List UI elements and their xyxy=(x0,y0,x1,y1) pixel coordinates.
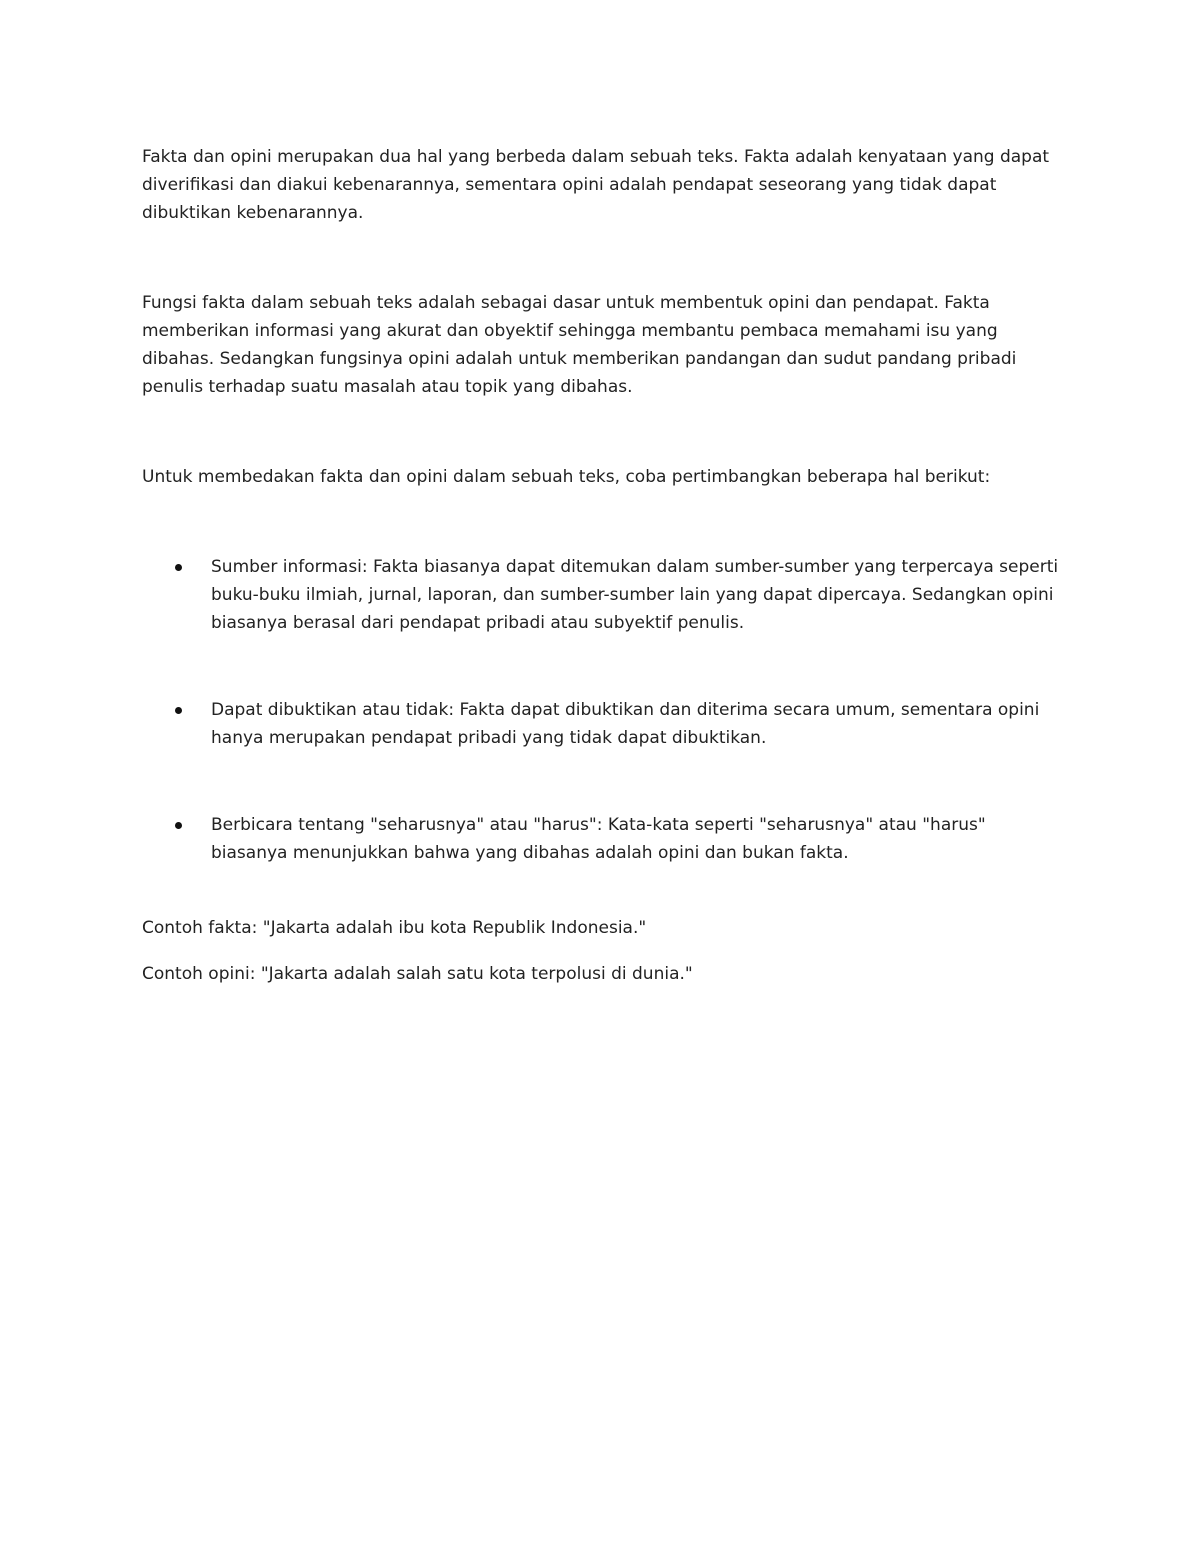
list-item-text: Dapat dibuktikan atau tidak: Fakta dapat dibuktikan dan diterima secara umum, sementara opini hanya merupakan pendapat pribadi yang tidak dapat dibuktikan. xyxy=(211,700,1040,748)
list-item-text: Sumber informasi: Fakta biasanya dapat ditemukan dalam sumber-sumber yang terpercaya seperti buku-buku ilmiah, jurnal, laporan, dan sumber-sumber lain yang dapat dipercaya. Sedangkan opini biasanya berasal dari pendapat pribadi atau subyektif penulis. xyxy=(211,557,1059,633)
document-page xyxy=(142,143,1062,988)
list-item-text: Berbicara tentang "seharusnya" atau "harus": Kata-kata seperti "seharusnya" atau "harus" biasanya menunjukkan bahwa yang dibahas adalah opini dan bukan fakta. xyxy=(211,815,986,863)
criteria-list xyxy=(142,553,1062,867)
list-item xyxy=(142,553,1062,637)
bullet-icon xyxy=(175,822,182,829)
function-paragraph: Fungsi fakta dalam sebuah teks adalah sebagai dasar untuk membentuk opini dan pendapat. Fakta memberikan informasi yang akurat dan obyektif sehingga membantu pembaca memahami isu yang dibahas. Sedangkan fungsinya opini adalah untuk memberikan pandangan dan sudut pandang pribadi penulis terhadap suatu masalah atau topik yang dibahas. xyxy=(142,293,1017,397)
distinguish-paragraph: Untuk membedakan fakta dan opini dalam sebuah teks, coba pertimbangkan beberapa hal berikut: xyxy=(142,467,991,487)
fact-example: Contoh fakta: "Jakarta adalah ibu kota Republik Indonesia." xyxy=(142,918,647,938)
bullet-icon xyxy=(175,707,182,714)
opinion-example: Contoh opini: "Jakarta adalah salah satu kota terpolusi di dunia." xyxy=(142,964,693,984)
list-item xyxy=(142,696,1062,752)
bullet-icon xyxy=(175,564,182,571)
list-item xyxy=(142,811,1062,867)
intro-paragraph: Fakta dan opini merupakan dua hal yang berbeda dalam sebuah teks. Fakta adalah kenyataan yang dapat diverifikasi dan diakui kebenarannya, sementara opini adalah pendapat seseorang yang tidak dapat dibuktikan kebenarannya. xyxy=(142,147,1050,223)
